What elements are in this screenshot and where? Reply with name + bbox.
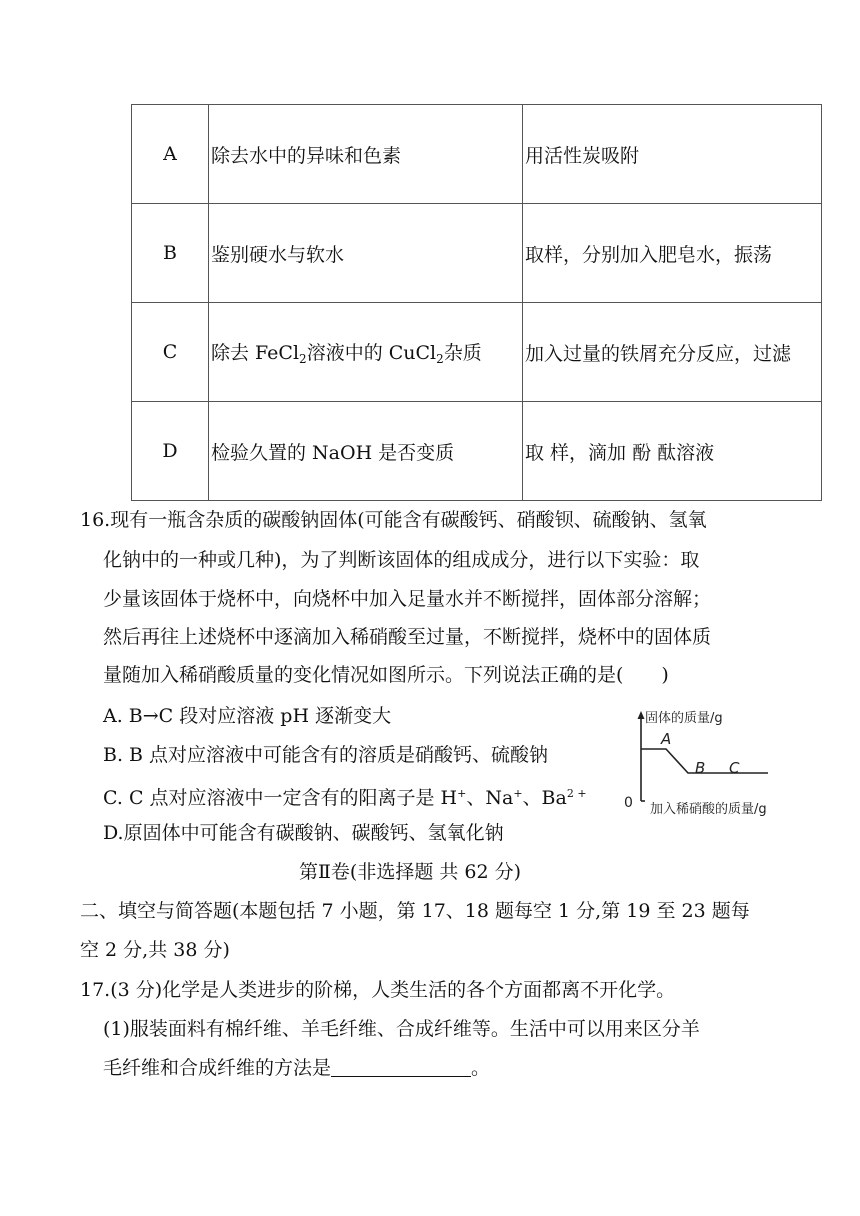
superscript: 2 + [566,787,587,800]
item-text: 溶液中的 CuCl [306,342,437,364]
q16-line: 然后再往上述烧杯中逐滴加入稀硝酸至过量，不断搅拌，烧杯中的固体质 [103,626,712,648]
q16-line: 少量该固体于烧杯中，向烧杯中加入足量水并不断搅拌，固体部分溶解； [103,588,712,610]
row-key: D [132,402,209,501]
row-key: C [132,303,209,402]
row-key: A [132,105,209,204]
q17-stem: 17.(3 分)化学是人类进步的阶梯，人类生活的各个方面都离不开化学。 [80,979,676,1001]
y-axis-arrow [638,711,645,719]
superscript: + [513,787,523,800]
x-axis-label: 加入稀硝酸的质量/g [650,802,767,817]
option-c-text: C. C 点对应溶液中一定含有的阳离子是 H [103,787,458,809]
table-row [132,105,822,204]
origin-label: 0 [624,795,633,811]
option-a: A. B→C 段对应溶液 pH 逐渐变大 [103,705,392,727]
item-text: 杂质 [443,342,482,364]
q16-line: 量随加入稀硝酸质量的变化情况如图所示。下列说法正确的是( ) [103,664,669,686]
row-key: B [132,204,209,303]
table-row [132,402,822,501]
y-axis-label: 固体的质量/g [645,711,723,726]
options-table [131,104,822,501]
row-method: 加入过量的铁屑充分反应，过滤 [523,303,822,402]
row-item: 鉴别硬水与软水 [209,204,523,303]
q16-line: 16.现有一瓶含杂质的碳酸钠固体(可能含有碳酸钙、硝酸钡、硫酸钠、氢氧 [80,509,707,531]
row-item: 检验久置的 NaOH 是否变质 [209,402,523,501]
superscript: + [457,787,467,800]
mass-graph [618,705,800,823]
point-b-label: B [695,759,706,777]
point-a-label: A [661,730,672,748]
option-b: B. B 点对应溶液中可能含有的溶质是硝酸钙、硫酸钠 [103,744,549,766]
point-c-label: C [729,759,740,777]
subscript: 2 [436,352,444,366]
q17-part1: (1)服装面料有棉纤维、羊毛纤维、合成纤维等。生活中可以用来区分羊 [103,1018,700,1040]
row-method: 用活性炭吸附 [523,105,822,204]
option-d: D.原固体中可能含有碳酸钠、碳酸钙、氢氧化钠 [103,822,504,844]
q17-part1 [103,1056,490,1080]
section-heading: 二、填空与简答题(本题包括 7 小题，第 17、18 题每空 1 分,第 19 至 23 题每 [80,900,750,922]
row-method: 取 样，滴加 酚 酞溶液 [523,402,822,501]
subscript: 2 [299,352,307,366]
row-item [209,303,523,402]
item-text: 除去 FeCl [211,342,300,364]
answer-blank[interactable] [331,1058,471,1077]
q17-part1-text: 毛纤维和合成纤维的方法是 [103,1057,332,1079]
section-title: 第Ⅱ卷(非选择题 共 62 分) [299,861,522,883]
q16-line: 化钠中的一种或几种)，为了判断该固体的组成成分，进行以下实验：取 [103,549,700,571]
table-row [132,303,822,402]
option-c [103,782,587,810]
row-method: 取样，分别加入肥皂水，振荡 [523,204,822,303]
section-heading: 空 2 分,共 38 分) [80,939,230,961]
option-c-text: 、Ba [522,787,567,809]
row-item: 除去水中的异味和色素 [209,105,523,204]
table-row [132,204,822,303]
option-c-text: 、Na [466,787,514,809]
q17-part1-end: 。 [471,1057,491,1079]
